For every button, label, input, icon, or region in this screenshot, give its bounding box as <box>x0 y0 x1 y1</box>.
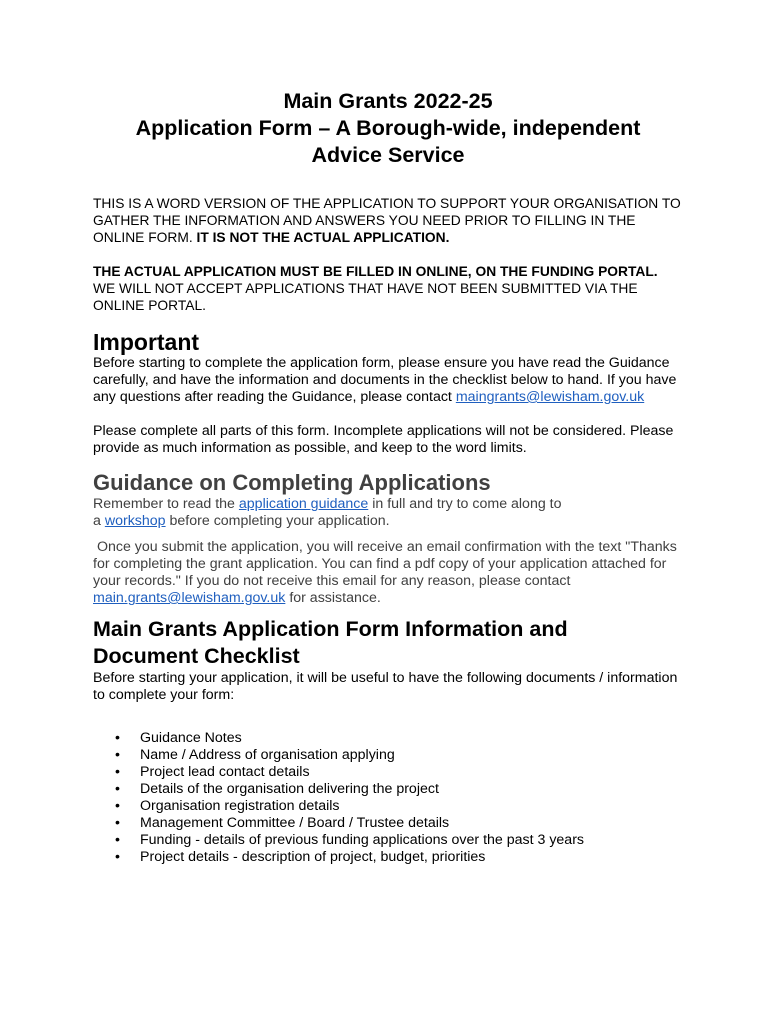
document-page <box>93 88 683 866</box>
intro-p1-bold: IT IS NOT THE ACTUAL APPLICATION. <box>196 230 450 245</box>
guidance-p1-text-d: before completing your application. <box>169 513 390 529</box>
bullet-icon: • <box>115 815 120 831</box>
checklist-item <box>93 781 683 798</box>
checklist-item <box>93 764 683 781</box>
important-paragraph-1 <box>93 355 683 406</box>
checklist-item-label: Guidance Notes <box>140 730 242 746</box>
bullet-icon: • <box>115 747 120 763</box>
checklist-item <box>93 849 683 866</box>
bullet-icon: • <box>115 849 120 865</box>
checklist-intro: Before starting your application, it will be useful to have the following documents / information to complete your form: <box>93 670 678 703</box>
intro-p2-bold: THE ACTUAL APPLICATION MUST BE FILLED IN ONLINE, ON THE FUNDING PORTAL. <box>93 264 658 279</box>
checklist-item <box>93 730 683 747</box>
guidance-p1-text-a: Remember to read the <box>93 496 235 512</box>
bullet-icon: • <box>115 781 120 797</box>
checklist-item <box>93 798 683 815</box>
important-p1-text: Before starting to complete the application form, please ensure you have read the Guidance carefully, and have the information and documents in the checklist below to hand. If you have any questions after reading the Guidance, please contact <box>93 355 677 405</box>
intro-p1-text: THIS IS A WORD VERSION OF THE APPLICATION TO SUPPORT YOUR ORGANISATION TO GATHER THE INFORMATION AND ANSWERS YOU NEED PRIOR TO FILLING IN THE ONLINE FORM. <box>93 196 681 245</box>
title-line-2: Application Form – A Borough-wide, independent <box>135 116 641 140</box>
guidance-paragraph-1 <box>93 496 683 530</box>
checklist-item-label: Management Committee / Board / Trustee details <box>140 815 450 831</box>
checklist-heading <box>93 616 683 670</box>
important-heading: Important <box>93 329 200 355</box>
guidance-p2-text: Once you submit the application, you will receive an email confirmation with the text "Thanks for completing the grant application. You can find a pdf copy of your application attached for your records." If you do not receive this email for any reason, please contact <box>93 539 677 589</box>
checklist-heading-line-2: Document Checklist <box>93 644 300 668</box>
guidance-p2-end: for assistance. <box>289 590 381 606</box>
bullet-icon: • <box>115 798 120 814</box>
checklist-item-label: Name / Address of organisation applying <box>140 747 395 763</box>
guidance-heading: Guidance on Completing Applications <box>93 470 491 495</box>
title-line-3: Advice Service <box>311 143 465 167</box>
checklist-item-label: Details of the organisation delivering the project <box>140 781 439 797</box>
checklist-heading-line-1: Main Grants Application Form Information and <box>93 617 568 641</box>
title-line-1: Main Grants 2022-25 <box>283 89 493 113</box>
bullet-icon: • <box>115 764 120 780</box>
intro-p2-text: WE WILL NOT ACCEPT APPLICATIONS THAT HAVE NOT BEEN SUBMITTED VIA THE ONLINE PORTAL. <box>93 281 638 313</box>
checklist-item <box>93 747 683 764</box>
bullet-icon: • <box>115 730 120 746</box>
checklist-item-label: Project details - description of project, budget, priorities <box>140 849 486 865</box>
checklist-list <box>93 730 683 866</box>
application-guidance-link[interactable]: application guidance <box>238 496 369 512</box>
checklist-item <box>93 832 683 849</box>
checklist-item-label: Organisation registration details <box>140 798 340 814</box>
intro-paragraph-2 <box>93 263 683 314</box>
checklist-item-label: Funding - details of previous funding applications over the past 3 years <box>140 832 585 848</box>
guidance-p1-text-c: a <box>93 513 101 529</box>
contact-email-link[interactable]: maingrants@lewisham.gov.uk <box>455 389 645 405</box>
intro-paragraph-1 <box>93 195 683 246</box>
guidance-paragraph-2 <box>93 539 683 607</box>
checklist-item-label: Project lead contact details <box>140 764 310 780</box>
checklist-item <box>93 815 683 832</box>
guidance-p1-text-b: in full and try to come along to <box>372 496 562 512</box>
bullet-icon: • <box>115 832 120 848</box>
document-title <box>93 88 683 169</box>
workshop-link[interactable]: workshop <box>104 513 166 529</box>
important-paragraph-2: Please complete all parts of this form. Incomplete applications will not be considered. Please provide as much information as possible, and keep to the word limits. <box>93 423 674 456</box>
main-grants-email-link[interactable]: main.grants@lewisham.gov.uk <box>93 590 286 606</box>
